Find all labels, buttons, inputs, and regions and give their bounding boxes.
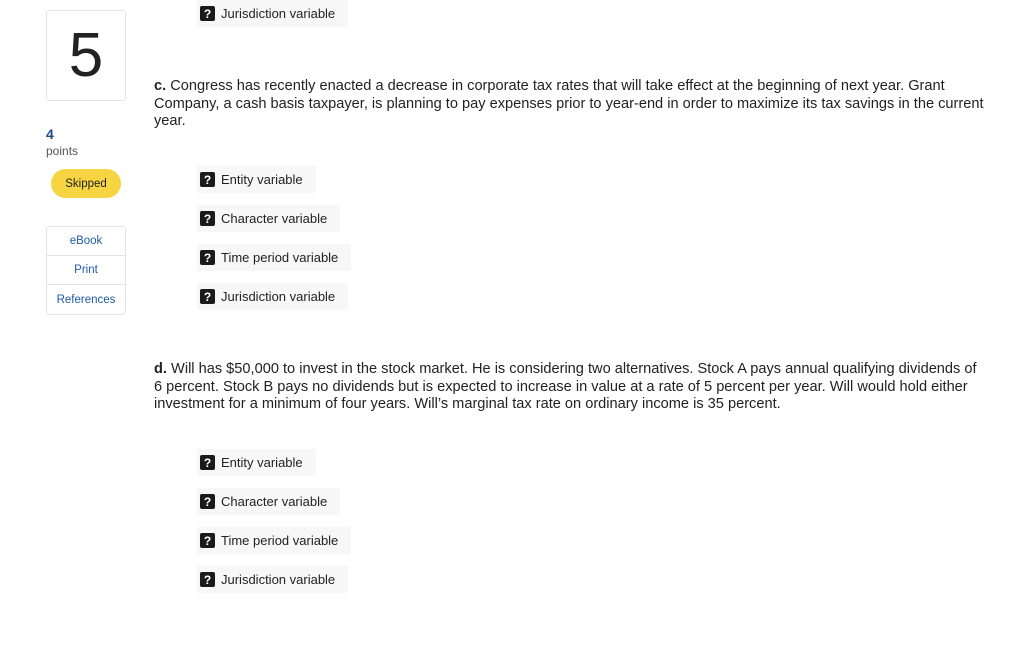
option-label: Time period variable <box>221 533 339 548</box>
option-entity-variable[interactable] <box>197 449 316 476</box>
option-label: Character variable <box>221 494 328 509</box>
question-mark-icon: ? <box>200 250 215 265</box>
option-jurisdiction-variable[interactable] <box>197 283 348 310</box>
question-part-d <box>154 361 984 414</box>
status-badge: Skipped <box>51 169 121 198</box>
question-text: Congress has recently enacted a decrease in corporate tax rates that will take effect at the beginning of next year. Grant Company, a cash basis taxpayer, is planning to pay expenses prior to year-end in order to maximize its tax savings in the current year. <box>154 78 984 130</box>
tools-menu <box>46 226 126 315</box>
option-label: Time period variable <box>221 250 339 265</box>
option-jurisdiction-variable[interactable] <box>197 0 348 27</box>
question-mark-icon: ? <box>200 533 215 548</box>
option-label: Entity variable <box>221 455 303 470</box>
question-mark-icon: ? <box>200 572 215 587</box>
question-mark-icon: ? <box>200 172 215 187</box>
question-number: 5 <box>46 10 126 101</box>
option-character-variable[interactable] <box>197 488 340 515</box>
option-label: Character variable <box>221 211 328 226</box>
references-link[interactable]: References <box>56 293 116 306</box>
ebook-link[interactable]: eBook <box>47 227 125 256</box>
option-label: Jurisdiction variable <box>221 6 336 21</box>
points-value: 4 <box>46 126 54 142</box>
print-link[interactable]: Print <box>47 256 125 285</box>
question-mark-icon: ? <box>200 289 215 304</box>
question-text: Will has $50,000 to invest in the stock market. He is considering two alternatives. Stock A pays annual qualifying dividends of 6 percent. Stock B pays no dividends but is expected to increase in value at a rate of 5 percent per year. Will would hold either investment for a minimum of four years. Will’s marginal tax rate on ordinary income is 35 percent. <box>154 361 977 413</box>
question-mark-icon: ? <box>200 6 215 21</box>
option-label: Jurisdiction variable <box>221 289 336 304</box>
question-mark-icon: ? <box>200 494 215 509</box>
option-label: Entity variable <box>221 172 303 187</box>
option-entity-variable[interactable] <box>197 166 316 193</box>
question-mark-icon: ? <box>200 211 215 226</box>
part-prefix: d. <box>154 361 167 377</box>
question-mark-icon: ? <box>200 455 215 470</box>
points-label: points <box>46 144 79 158</box>
option-time-period-variable[interactable] <box>197 244 351 271</box>
option-time-period-variable[interactable] <box>197 527 351 554</box>
option-label: Jurisdiction variable <box>221 572 336 587</box>
part-prefix: c. <box>154 78 167 94</box>
question-part-c <box>154 78 984 131</box>
option-character-variable[interactable] <box>197 205 340 232</box>
option-jurisdiction-variable[interactable] <box>197 566 348 593</box>
